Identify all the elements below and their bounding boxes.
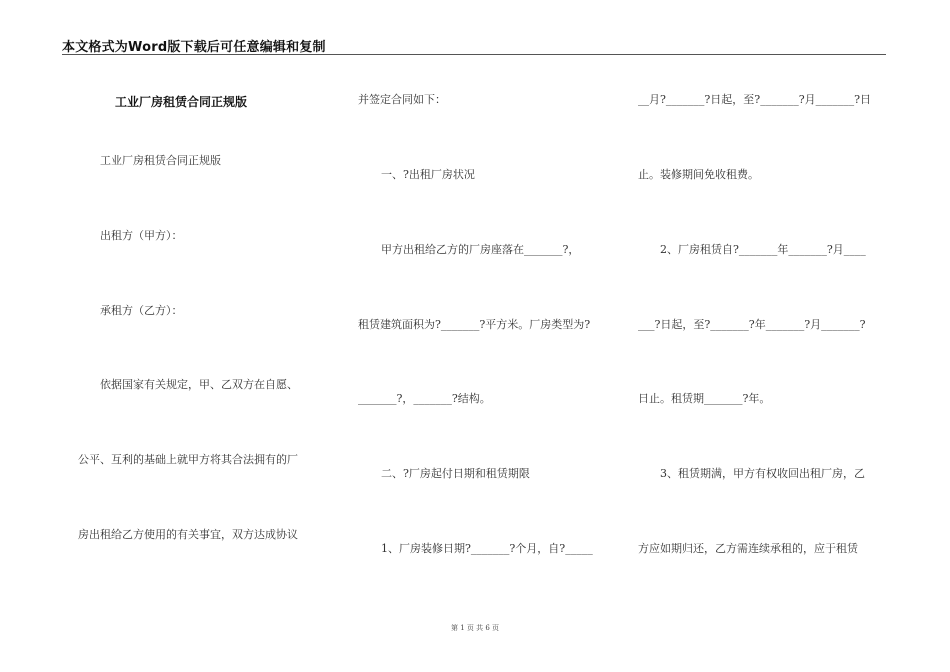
section-heading: 一、?出租厂房状况 <box>381 168 475 181</box>
paragraph-line: 工业厂房租赁合同正规版 <box>100 154 221 167</box>
page-number-footer: 第 1 页 共 6 页 <box>450 624 500 632</box>
section-heading: 二、?厂房起付日期和租赁期限 <box>381 467 530 480</box>
paragraph-line: _______?，_______?结构。 <box>358 392 491 405</box>
header-divider <box>62 54 886 55</box>
paragraph-line: 承租方（乙方）： <box>100 304 183 317</box>
paragraph-line: __月?_______?日起，至?_______?月_______?日 <box>638 93 871 106</box>
paragraph-line: 公平、互利的基础上就甲方将其合法拥有的厂 <box>78 453 298 466</box>
paragraph-line: 房出租给乙方使用的有关事宜，双方达成协议 <box>78 528 298 541</box>
paragraph-line: 出租方（甲方）： <box>100 229 183 242</box>
paragraph-line: 方应如期归还，乙方需连续承租的，应于租赁 <box>638 542 858 555</box>
paragraph-line: ___?日起，至?_______?年_______?月_______? <box>638 318 866 331</box>
paragraph-line: 租赁建筑面积为?_______?平方米。厂房类型为? <box>358 318 591 331</box>
paragraph-line: 3、租赁期满，甲方有权收回出租厂房，乙 <box>660 467 865 480</box>
paragraph-line: 依据国家有关规定，甲、乙双方在自愿、 <box>100 378 298 391</box>
paragraph-line: 甲方出租给乙方的厂房座落在_______?， <box>381 243 580 256</box>
paragraph-line: 并签定合同如下： <box>358 93 446 106</box>
paragraph-line: 1、厂房装修日期?_______?个月，自?_____ <box>381 542 593 555</box>
paragraph-line: 止。装修期间免收租费。 <box>638 168 759 181</box>
paragraph-line: 日止。租赁期_______?年。 <box>638 392 771 405</box>
document-header-title: 本文格式为Word版下载后可任意编辑和复制 <box>62 40 326 55</box>
document-title: 工业厂房租赁合同正规版 <box>115 95 248 109</box>
paragraph-line: 2、厂房租赁自?_______年_______?月____ <box>660 243 866 256</box>
